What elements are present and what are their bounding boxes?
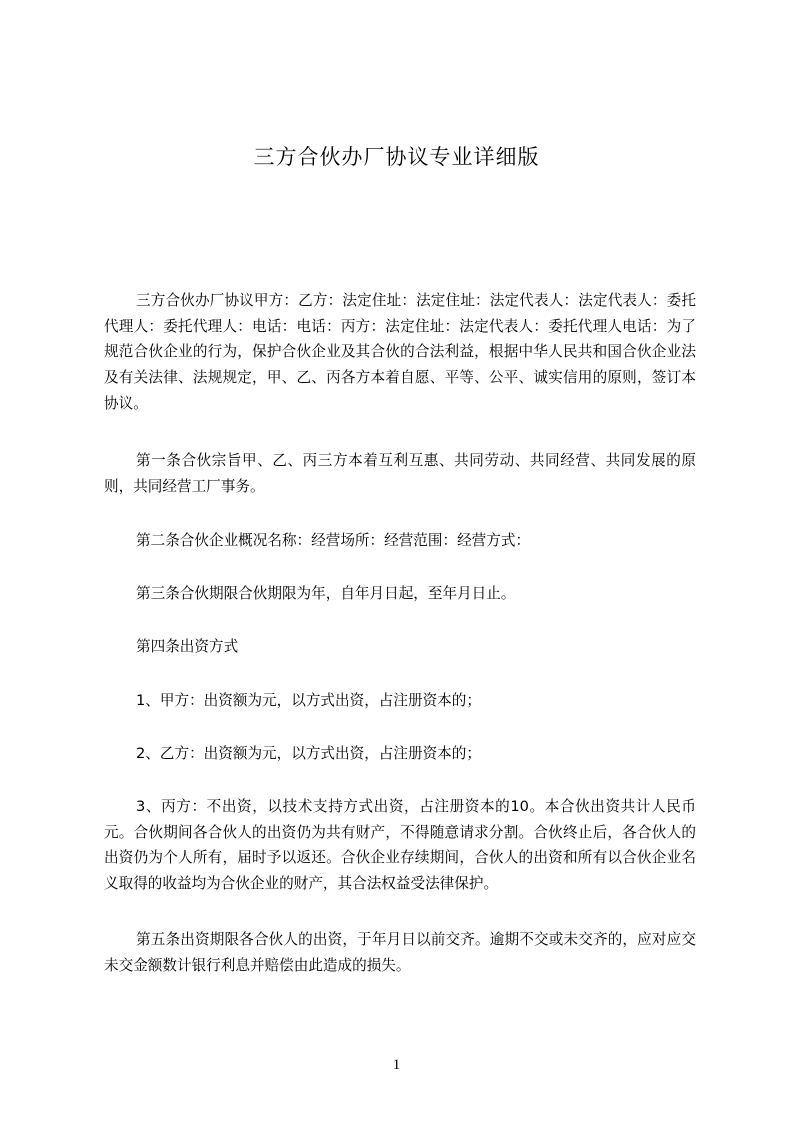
article-5-paragraph: 第五条出资期限各合伙人的出资，于年月日以前交齐。逾期不交或未交齐的，应对应交未交金额数计银行利息并赔偿由此造成的损失。 [104, 931, 696, 974]
article-4-heading: 第四条出资方式 [136, 638, 239, 655]
article-2-paragraph: 第二条合伙企业概况名称：经营场所：经营范围：经营方式： [136, 532, 531, 549]
article-4-item-1: 1、甲方：出资额为元，以方式出资，占注册资本的； [136, 692, 481, 709]
article-3-paragraph: 第三条合伙期限合伙期限为年，自年月日起，至年月日止。 [136, 585, 516, 602]
preamble-paragraph: 三方合伙办厂协议甲方：乙方：法定住址：法定住址：法定代表人：法定代表人：委托代理人：委托代理人：电话：电话：丙方：法定住址：法定代表人：委托代理人电话：为了规范合伙企业的行为，保护合伙企业及其合伙的合法利益，根据中华人民共和国合伙企业法及有关法律、法规规定，甲、乙、丙各方本着自愿、平等、公平、诚实信用的原则，签订本协议。 [104, 292, 696, 412]
page-title: 三方合伙办厂协议专业详细版 [253, 145, 540, 169]
article-1-paragraph: 第一条合伙宗旨甲、乙、丙三方本着互利互惠、共同劳动、共同经营、共同发展的原则，共同经营工厂事务。 [104, 452, 696, 495]
article-4-item-2: 2、乙方：出资额为元，以方式出资，占注册资本的； [136, 745, 481, 762]
article-4-item-3: 3、丙方：不出资，以技术支持方式出资，占注册资本的10。本合伙出资共计人民币元。合伙期间各合伙人的出资仍为共有财产，不得随意请求分割。合伙终止后，各合伙人的出资仍为个人所有，届时予以返还。合伙企业存续期间，合伙人的出资和所有以合伙企业名义取得的收益均为合伙企业的财产，其合法权益受法律保护。 [104, 798, 696, 893]
page-number: 1 [392, 1057, 401, 1073]
